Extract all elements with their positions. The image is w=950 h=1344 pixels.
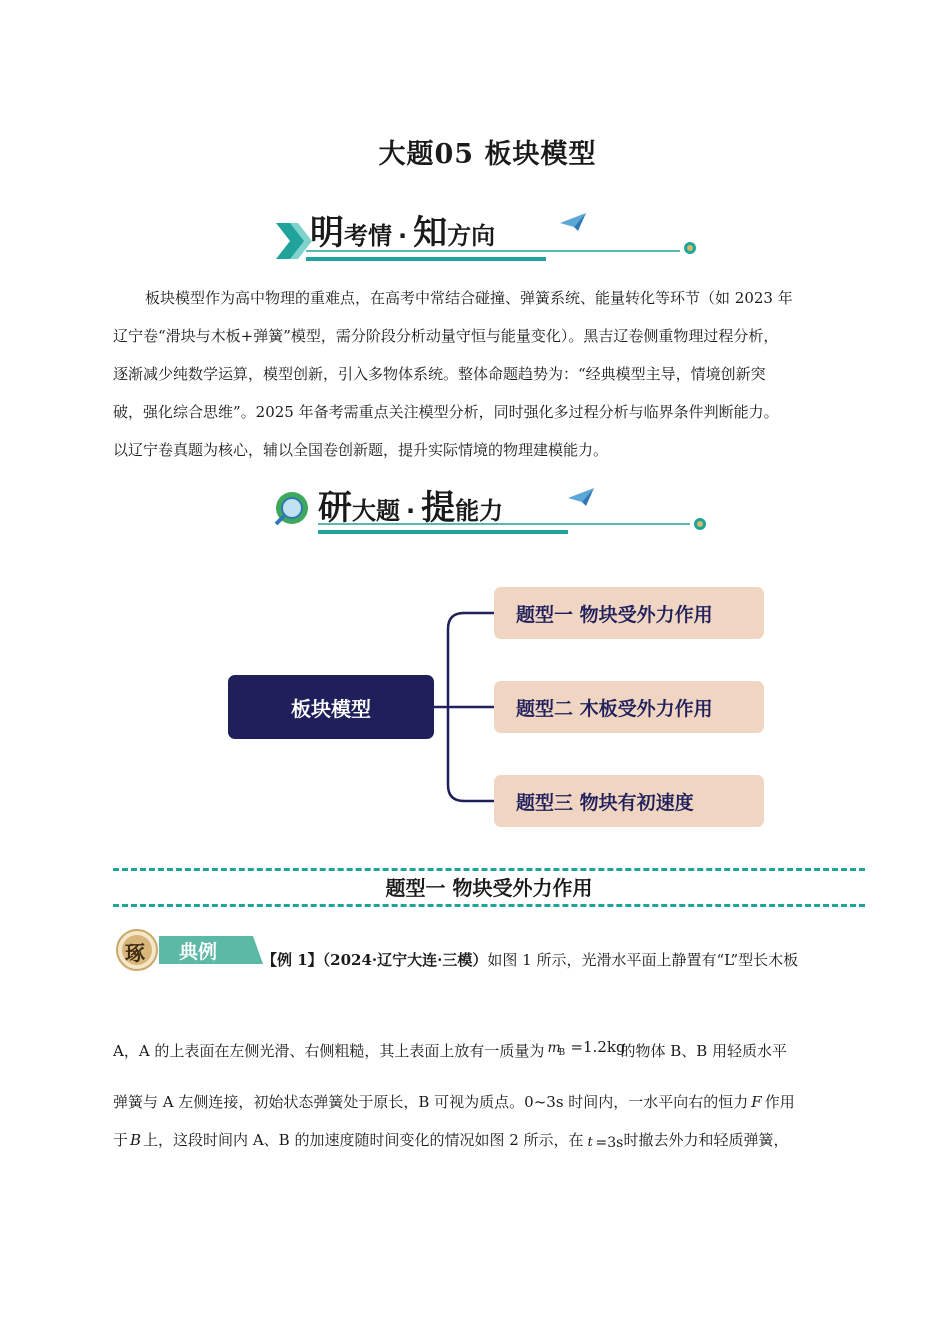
mindmap-branch: 题型一 物块受外力作用 [494, 587, 764, 639]
mindmap-branch: 题型三 物块有初速度 [494, 775, 764, 827]
example-text: 作用 [764, 1093, 795, 1111]
divider [113, 904, 865, 907]
intro-line: 逐渐减少纯数学运算，模型创新，引入多物体系统。整体命题趋势为：“经典模型主导，情境创新突 [113, 365, 766, 383]
example-line-4 [113, 1129, 789, 1150]
paper-plane-icon [560, 213, 586, 231]
mass-symbol: m [547, 1040, 561, 1056]
example-text: 的物体 B、B 用轻质水平 [620, 1042, 788, 1060]
section-banner-ability [270, 478, 710, 548]
time-symbol: t [587, 1135, 593, 1150]
intro-line: 以辽宁卷真题为核心，辅以全国卷创新题，提升实际情境的物理建模能力。 [113, 441, 609, 459]
section-banner-outlook [270, 203, 710, 273]
force-symbol: F [751, 1093, 762, 1111]
paper-plane-icon [568, 488, 594, 506]
example-tag: 【例 1】 [262, 951, 323, 969]
example-badge-label: 典例 [179, 941, 218, 963]
banner-heading: 研大题 · 提能力 [318, 488, 504, 528]
example-source: （2024·辽宁大连·三模） [322, 951, 488, 969]
body-symbol: B [130, 1131, 142, 1149]
seal-icon: 琢 [125, 941, 145, 965]
page-title: 大题05 板块模型 [378, 139, 597, 170]
intro-line: 破，强化综合思维”。2025 年备考需重点关注模型分析，同时强化多过程分析与临界条件判断能力。 [113, 403, 779, 421]
banner-heading: 明考情 · 知方向 [310, 213, 496, 253]
example-first-line [262, 949, 798, 970]
example-text: 于 [113, 1131, 129, 1149]
example-badge [113, 928, 263, 972]
example-text: 时撤去外力和轻质弹簧， [623, 1131, 789, 1149]
section-title: 题型一 物块受外力作用 [385, 876, 593, 900]
intro-paragraph [113, 279, 865, 469]
example-line-2 [113, 1040, 787, 1061]
mindmap [228, 585, 768, 830]
example-text: A，A 的上表面在左侧光滑、右侧粗糙，其上表面上放有一质量为 [113, 1042, 545, 1060]
example-text: 上，这段时间内 A、B 的加速度随时间变化的情况如图 2 所示，在 [143, 1131, 584, 1149]
example-line-3 [113, 1091, 795, 1112]
mindmap-root: 板块模型 [228, 675, 434, 739]
example-text: 如图 1 所示，光滑水平面上静置有“L”型长木板 [487, 951, 799, 969]
intro-line: 辽宁卷“滑块与木板+弹簧”模型，需分阶段分析动量守恒与能量变化）。黑吉辽卷侧重物理过程分析， [113, 327, 779, 345]
mass-value: =1.2kg [570, 1038, 626, 1056]
mindmap-branch: 题型二 木板受外力作用 [494, 681, 764, 733]
time-value: =3s [595, 1135, 624, 1151]
intro-line: 板块模型作为高中物理的重难点，在高考中常结合碰撞、弹簧系统、能量转化等环节（如 2023 年 [145, 289, 793, 307]
example-text: 弹簧与 A 左侧连接，初始状态弹簧处于原长，B 可视为质点。0~3s 时间内，一水平向右的恒力 [113, 1093, 749, 1111]
mass-subscript: B [558, 1048, 566, 1058]
